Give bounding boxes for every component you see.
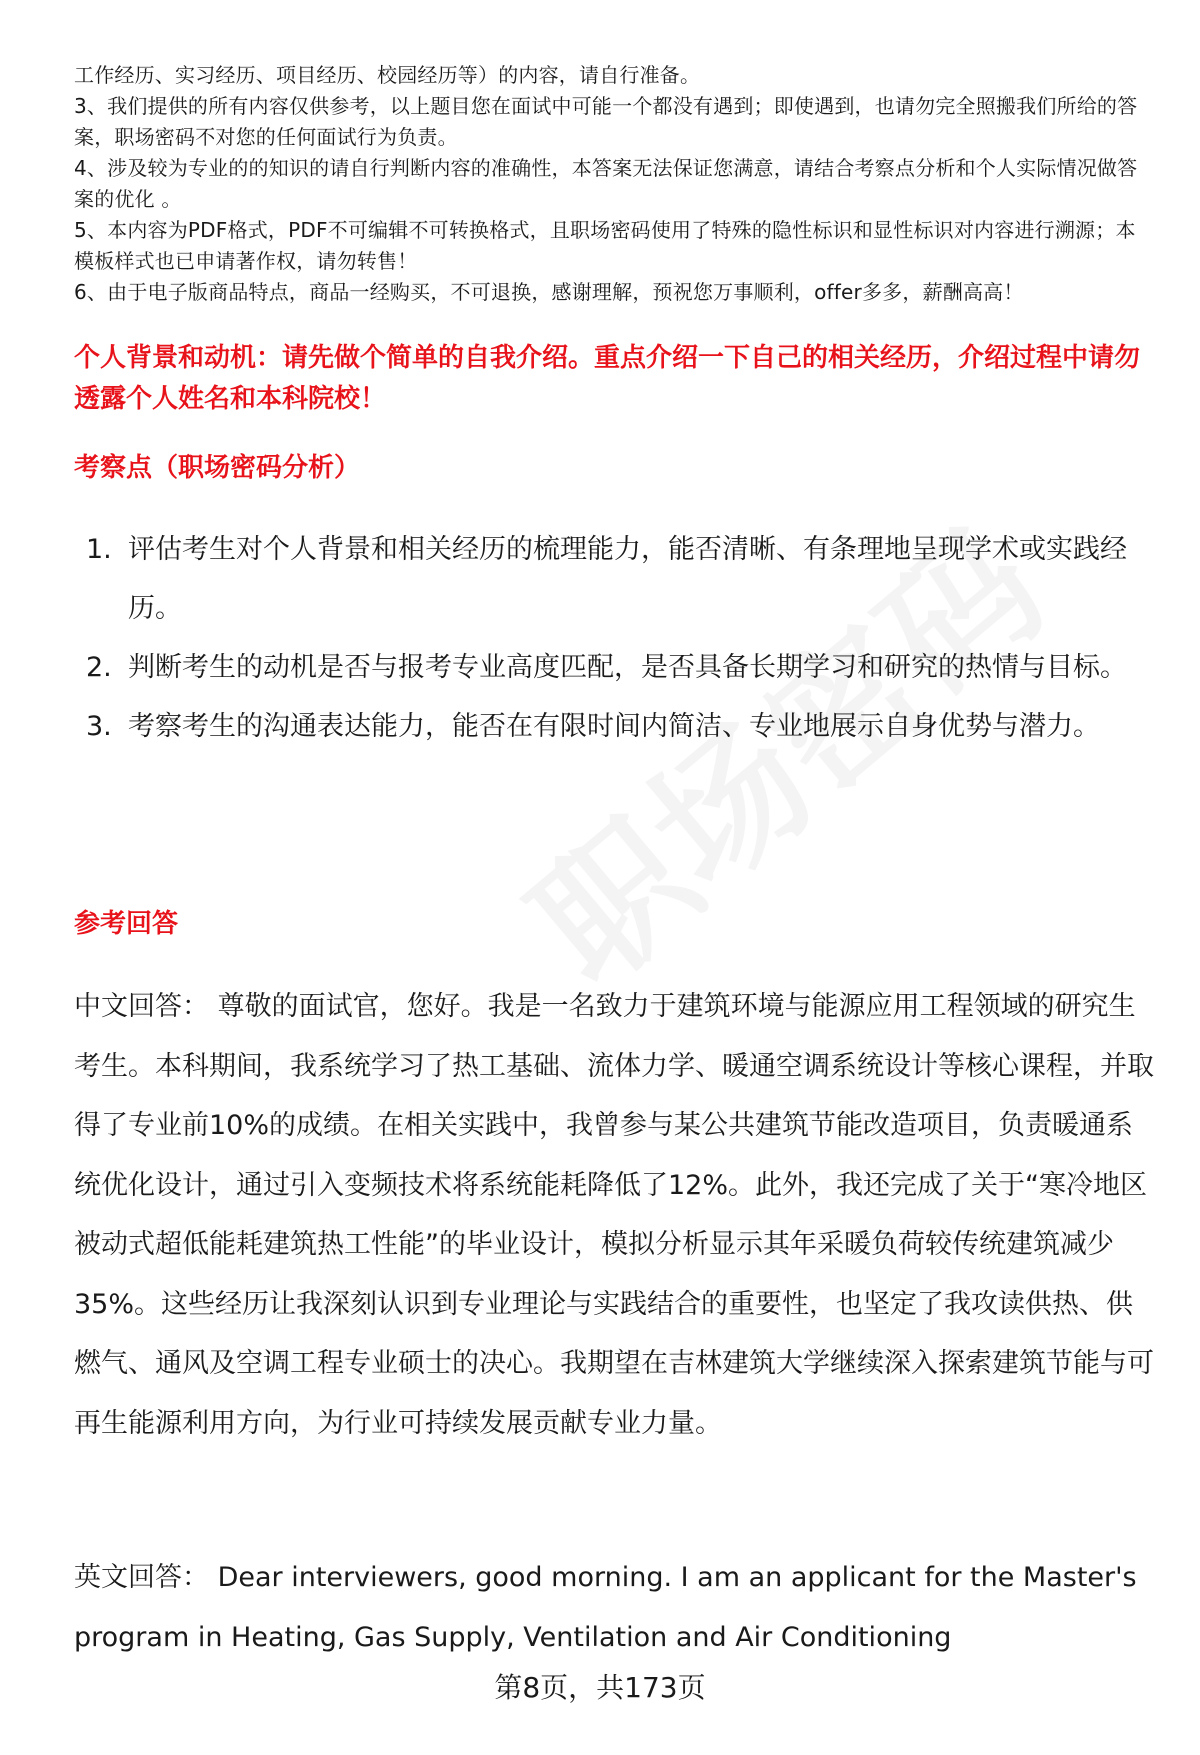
question-title: 个人背景和动机：请先做个简单的自我介绍。重点介绍一下自己的相关经历，介绍过程中请勿透露个人姓名和本科院校！ [74,343,1141,414]
list-item [74,520,1154,638]
note-line: 4、涉及较为专业的的知识的请自行判断内容的准确性，本答案无法保证您满意，请结合考察点分析和个人实际情况做答案的优化 。 [74,156,1138,211]
list-text: 评估考生对个人背景和相关经历的梳理能力，能否清晰、有条理地呈现学术或实践经历。 [128,534,1127,624]
note-line: 3、我们提供的所有内容仅供参考，以上题目您在面试中可能一个都没有遇到；即使遇到，也请勿完全照搬我们所给的答案，职场密码不对您的任何面试行为负责。 [74,94,1138,149]
disclaimer-notes [74,60,1154,308]
assessment-points [74,520,1154,756]
note-line: 工作经历、实习经历、项目经历、校园经历等）的内容，请自行准备。 [74,63,701,87]
list-number: 3. [86,711,112,742]
list-number: 1. [86,534,112,565]
list-item [74,638,1154,697]
note-line: 6、由于电子版商品特点，商品一经购买，不可退换，感谢理解，预祝您万事顺利，offer多多，薪酬高高！ [74,280,1024,304]
chinese-answer: 中文回答： 尊敬的面试官，您好。我是一名致力于建筑环境与能源应用工程领域的研究生考生。本科期间，我系统学习了热工基础、流体力学、暖通空调系统设计等核心课程，并取得了专业前10%的成绩。在相关实践中，我曾参与某公共建筑节能改造项目，负责暖通系统优化设计，通过引入变频技术将系统能耗降低了12%。此外，我还完成了关于“寒冷地区被动式超低能耗建筑热工性能”的毕业设计，模拟分析显示其年采暖负荷较传统建筑减少35%。这些经历让我深刻认识到专业理论与实践结合的重要性，也坚定了我攻读供热、供燃气、通风及空调工程专业硕士的决心。我期望在吉林建筑大学继续深入探索建筑节能与可再生能源利用方向，为行业可持续发展贡献专业力量。 [74,991,1154,1439]
note-line: 5、本内容为PDF格式，PDF不可编辑不可转换格式，且职场密码使用了特殊的隐性标识和显性标识对内容进行溯源；本模板样式也已申请著作权，请勿转售！ [74,218,1136,273]
list-text: 考察考生的沟通表达能力，能否在有限时间内简洁、专业地展示自身优势与潜力。 [128,711,1100,742]
answer-heading: 参考回答 [74,909,179,939]
list-text: 判断考生的动机是否与报考专业高度匹配，是否具备长期学习和研究的热情与目标。 [128,652,1127,683]
english-answer: 英文回答： Dear interviewers, good morning. I am an applicant for the Master's program in Heating, Gas Supply, Ventilation and Air Conditioning [74,1562,1137,1653]
points-heading: 考察点（职场密码分析） [74,453,361,483]
list-number: 2. [86,652,112,683]
list-item [74,697,1154,756]
page-footer: 第8页，共173页 [494,1671,706,1704]
